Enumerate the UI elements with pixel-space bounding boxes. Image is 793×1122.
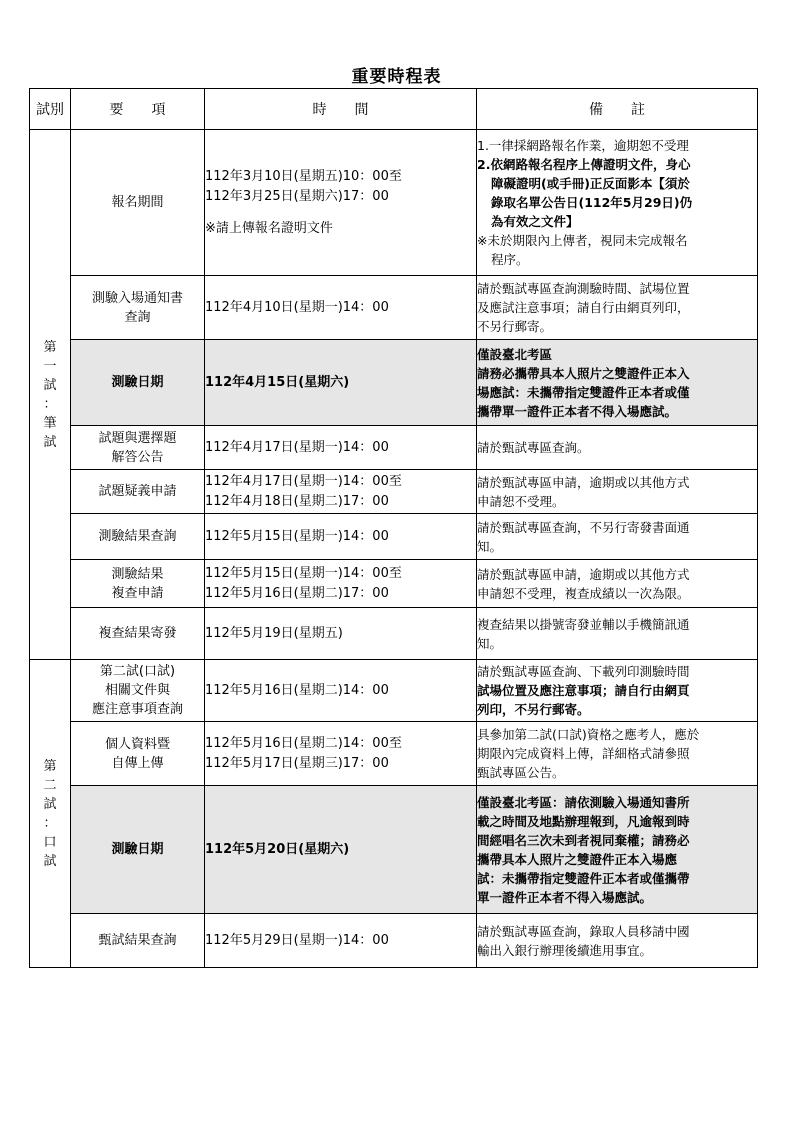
note-line: 請於甄試專區查詢測驗時間、試場位置 [477, 281, 690, 296]
note-cell [477, 786, 758, 914]
stage-char: 試 [43, 796, 57, 812]
time-cell [205, 340, 477, 426]
stage-char: 試 [43, 434, 57, 450]
item-line: 複查結果寄發 [98, 626, 177, 641]
stage-char: ： [43, 815, 57, 831]
time-line: 112年5月16日(星期二)14：00 [205, 682, 389, 698]
item-line: 相關文件與 [104, 683, 170, 698]
table-row [30, 914, 758, 968]
item-cell [71, 340, 205, 426]
table-row [30, 470, 758, 514]
table-row [30, 340, 758, 426]
item-line: 報名期間 [111, 195, 164, 210]
table-row [30, 130, 758, 276]
note-cell [477, 660, 758, 722]
item-line: 測驗結果 [111, 566, 164, 582]
note-line: 請務必攜帶具本人照片之雙證件正本入 [477, 365, 690, 381]
note-cell [477, 560, 758, 608]
note-line: 攜帶單一證件正本者不得入場應試。 [477, 403, 678, 419]
note-line: 程序。 [491, 252, 529, 267]
stage-char: 口 [43, 834, 57, 850]
header-time: 時 間 [205, 89, 477, 130]
item-line: 測驗結果查詢 [98, 529, 177, 544]
time-line: 112年5月19日(星期五) [205, 625, 343, 641]
stage-char: 試 [43, 853, 57, 869]
time-line: 112年3月10日(星期五)10：00至 [205, 168, 402, 184]
note-line: 請於甄試專區申請，逾期或以其他方式 [477, 566, 690, 582]
item-cell [71, 470, 205, 514]
item-line: 測驗日期 [111, 842, 164, 857]
note-line: 請於甄試專區查詢，不另行寄發書面通 [477, 519, 690, 535]
table-row [30, 560, 758, 608]
note-line: 請於甄試專區查詢，錄取人員移請中國 [477, 923, 690, 939]
note-line: 間經唱名三次未到者視同棄權；請務必 [477, 832, 690, 848]
note-line: 知。 [477, 538, 503, 554]
note-cell [477, 340, 758, 426]
note-line: 單一證件正本者不得入場應試。 [477, 889, 653, 905]
item-line: 試題與選擇題 [98, 430, 177, 446]
header-row [30, 89, 758, 130]
time-line: 112年5月20日(星期六) [205, 841, 350, 857]
stage-char: 第 [43, 758, 57, 774]
table-row [30, 660, 758, 722]
note-line: 請於甄試專區查詢、下載列印測驗時間 [477, 664, 690, 679]
note-line: 場應試：未攜帶指定雙證件正本者或僅 [477, 384, 690, 400]
stage-char: 第 [43, 339, 57, 355]
item-line: 解答公告 [111, 449, 164, 465]
note-line: ※未於期限內上傳者，視同未完成報名 [477, 233, 688, 248]
note-line: 知。 [477, 635, 503, 651]
item-cell [71, 276, 205, 340]
time-cell [205, 914, 477, 968]
item-line: 查詢 [124, 309, 151, 325]
time-cell [205, 560, 477, 608]
item-cell [71, 660, 205, 722]
note-cell [477, 722, 758, 786]
page-title: 重要時程表 [351, 67, 442, 87]
item-line: 應注意事項查詢 [91, 702, 183, 717]
note-line: 列印，不另行郵寄。 [477, 702, 590, 717]
time-line: 112年3月25日(星期六)17：00 [205, 188, 389, 204]
item-line: 測驗入場通知書 [91, 290, 183, 306]
table-row [30, 426, 758, 470]
item-cell [71, 514, 205, 560]
time-line: 112年5月17日(星期三)17：00 [205, 755, 389, 771]
note-line: 1.一律採網路報名作業，逾期恕不受理 [477, 138, 689, 153]
item-cell [71, 786, 205, 914]
stage-second-oral [30, 660, 71, 968]
stage-char: 一 [43, 358, 57, 374]
note-line: 不另行郵寄。 [477, 319, 553, 334]
table-row [30, 276, 758, 340]
note-line: 具參加第二試(口試)資格之應考人，應於 [477, 727, 700, 742]
note-line: 甄試專區公告。 [477, 765, 565, 780]
time-line: 112年5月16日(星期二)14：00至 [205, 735, 402, 751]
item-cell [71, 914, 205, 968]
note-line: 及應試注意事項；請自行由網頁列印， [477, 300, 690, 315]
schedule-table [29, 88, 758, 968]
time-line: 112年5月16日(星期二)17：00 [205, 585, 389, 601]
note-cell [477, 914, 758, 968]
table-row [30, 786, 758, 914]
note-line: 僅設臺北考區 [477, 346, 553, 362]
note-line: 申請恕不受理。 [477, 493, 565, 509]
note-line: 錄取名單公告日(112年5月29日)仍 [491, 195, 693, 210]
item-line: 個人資料暨 [104, 736, 170, 752]
note-cell [477, 130, 758, 276]
time-line: 112年5月15日(星期一)14：00至 [205, 565, 402, 581]
table-row [30, 722, 758, 786]
note-cell [477, 470, 758, 514]
note-cell [477, 276, 758, 340]
note-line: 請於甄試專區查詢。 [477, 440, 590, 455]
note-line: 期限內完成資料上傳，詳細格式請參照 [477, 746, 690, 761]
time-cell [205, 514, 477, 560]
time-line: ※請上傳報名證明文件 [205, 220, 333, 236]
note-line: 為有效之文件】 [491, 214, 579, 229]
header-note: 備 註 [477, 89, 758, 130]
item-line: 第二試(口試) [99, 664, 176, 679]
item-line: 試題疑義申請 [98, 484, 177, 499]
item-line: 複查申請 [111, 585, 164, 601]
header-item: 要 項 [71, 89, 205, 130]
time-line: 112年4月17日(星期一)14：00至 [205, 473, 402, 489]
time-cell [205, 470, 477, 514]
note-line: 複查結果以掛號寄發並輔以手機簡訊通 [477, 616, 690, 632]
header-stage: 試別 [30, 89, 71, 130]
time-line: 112年4月18日(星期二)17：00 [205, 493, 389, 509]
time-cell [205, 130, 477, 276]
table-row [30, 608, 758, 660]
note-cell [477, 608, 758, 660]
note-line: 請於甄試專區申請，逾期或以其他方式 [477, 474, 690, 490]
note-line: 僅設臺北考區：請依測驗入場通知書所 [477, 794, 690, 810]
time-cell [205, 276, 477, 340]
note-cell [477, 514, 758, 560]
note-line: 載之時間及地點辦理報到，凡逾報到時 [477, 813, 690, 829]
time-cell [205, 722, 477, 786]
time-cell [205, 660, 477, 722]
note-line: 2.依網路報名程序上傳證明文件，身心 [477, 157, 691, 172]
stage-char: 二 [43, 777, 57, 793]
note-line: 申請恕不受理，複查成績以一次為限。 [477, 585, 690, 601]
note-line: 障礙證明(或手冊)正反面影本【須於 [491, 176, 690, 191]
time-gap [205, 207, 476, 219]
note-line: 試場位置及應注意事項；請自行由網頁 [477, 683, 690, 698]
note-line: 試：未攜帶指定雙證件正本者或僅攜帶 [477, 870, 690, 886]
time-cell [205, 786, 477, 914]
time-cell [205, 608, 477, 660]
item-cell [71, 560, 205, 608]
time-line: 112年5月29日(星期一)14：00 [205, 932, 389, 948]
stage-char: 筆 [43, 415, 57, 431]
time-line: 112年4月10日(星期一)14：00 [205, 299, 389, 315]
item-cell [71, 722, 205, 786]
time-line: 112年5月15日(星期一)14：00 [205, 528, 389, 544]
time-line: 112年4月17日(星期一)14：00 [205, 439, 389, 455]
note-line: 輸出入銀行辦理後續進用事宜。 [477, 942, 653, 958]
stage-first-written [30, 130, 71, 660]
item-line: 甄試結果查詢 [98, 933, 177, 948]
table-row [30, 514, 758, 560]
item-cell [71, 608, 205, 660]
item-line: 測驗日期 [111, 375, 164, 390]
item-line: 自傳上傳 [111, 755, 164, 771]
item-cell [71, 426, 205, 470]
note-cell [477, 426, 758, 470]
stage-char: 試 [43, 377, 57, 393]
stage-char: ： [43, 396, 57, 412]
note-line: 攜帶具本人照片之雙證件正本入場應 [477, 851, 678, 867]
time-line: 112年4月15日(星期六) [205, 374, 350, 390]
item-cell [71, 130, 205, 276]
time-cell [205, 426, 477, 470]
